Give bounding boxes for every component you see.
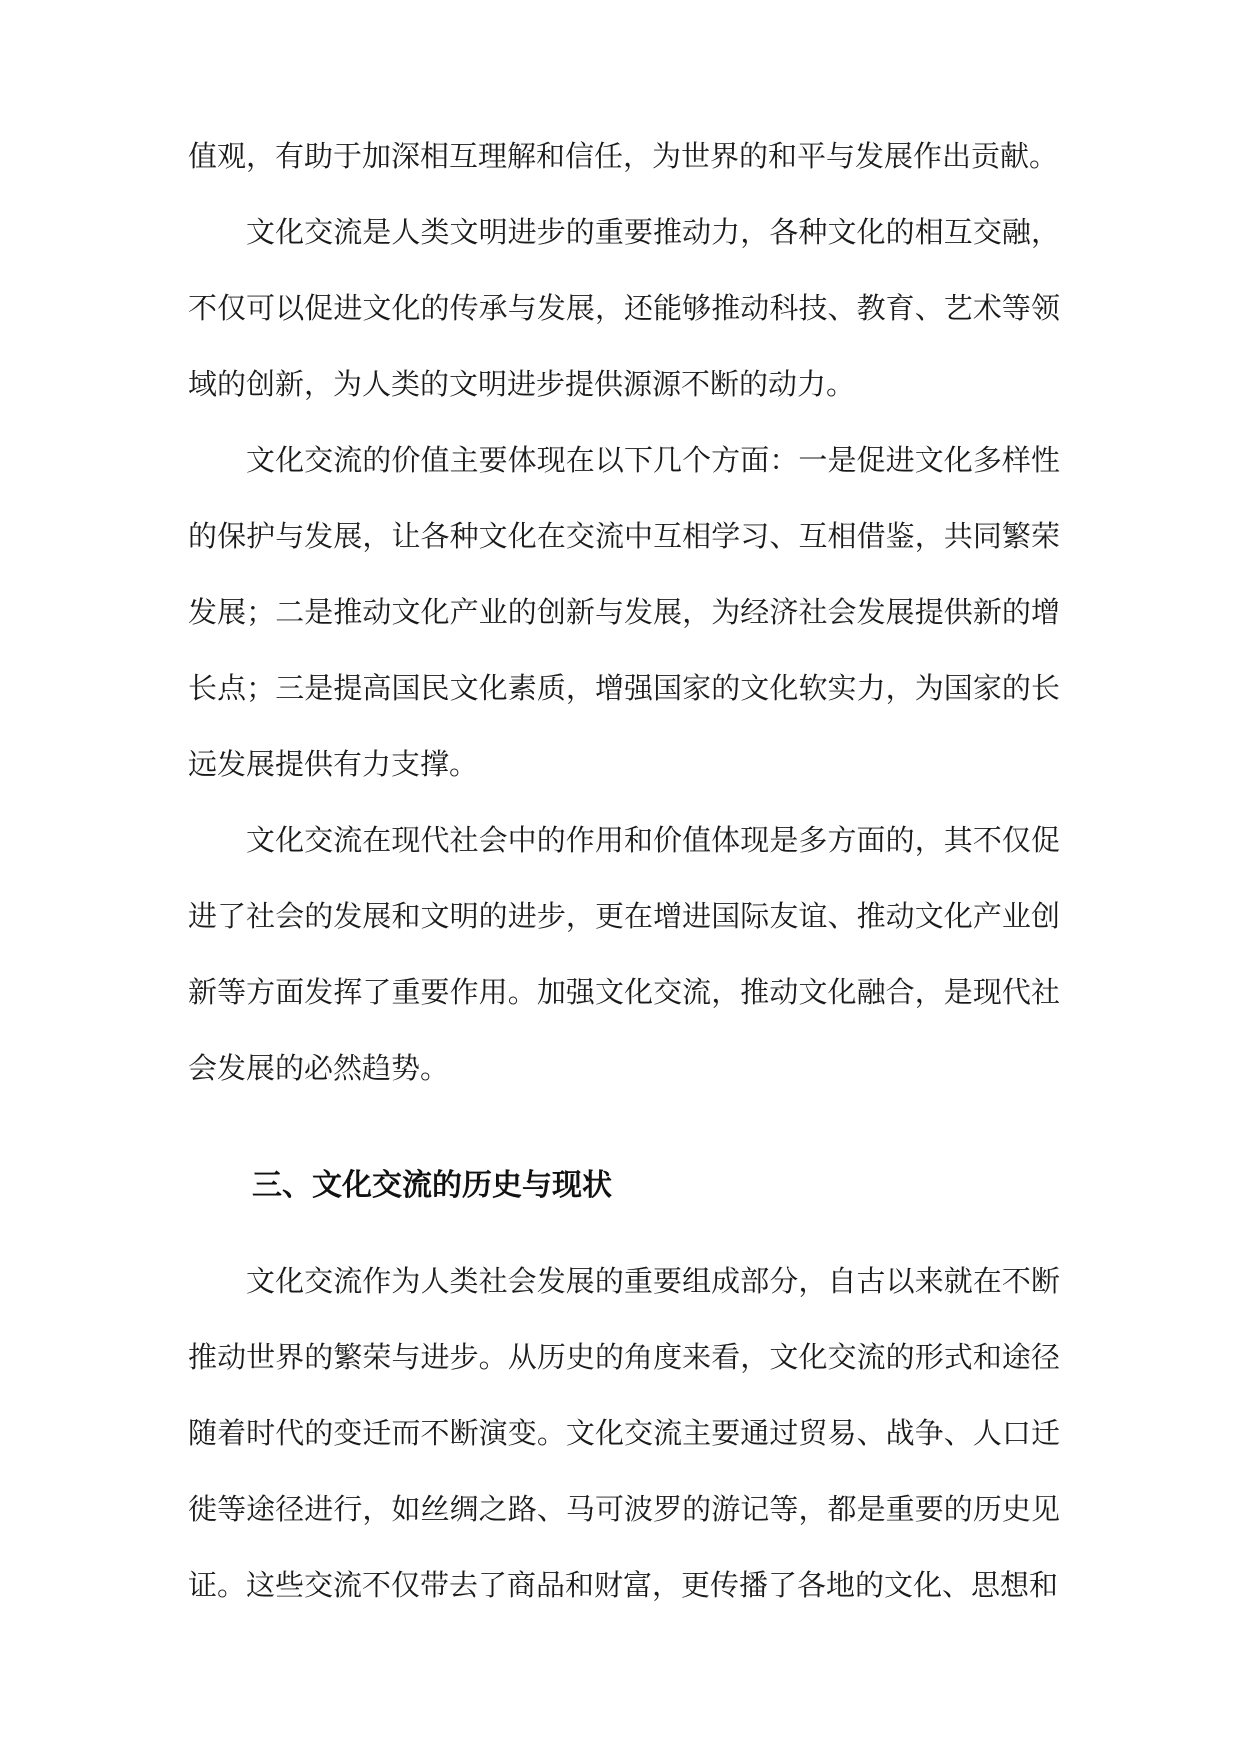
paragraph-cultural-exchange-driver: 文化交流是人类文明进步的重要推动力，各种文化的相互交融，不仅可以促进文化的传承与发展，还能够推动科技、教育、艺术等领域的创新，为人类的文明进步提供源源不断的动力。 — [188, 215, 1060, 401]
body-text-block-2 — [188, 1243, 1060, 1623]
section-heading: 三、文化交流的历史与现状 — [252, 1168, 612, 1203]
body-text-block-1 — [188, 118, 1060, 1106]
paragraph-cultural-exchange-value: 文化交流的价值主要体现在以下几个方面：一是促进文化多样性的保护与发展，让各种文化在交流中互相学习、互相借鉴，共同繁荣发展；二是推动文化产业的创新与发展，为经济社会发展提供新的增长点；三是提高国民文化素质，增强国家的文化软实力，为国家的长远发展提供有力支撑。 — [188, 443, 1060, 781]
paragraph-continuation: 值观，有助于加深相互理解和信任，为世界的和平与发展作出贡献。 — [188, 139, 1059, 173]
paragraph-history-and-status: 文化交流作为人类社会发展的重要组成部分，自古以来就在不断推动世界的繁荣与进步。从历史的角度来看，文化交流的形式和途径随着时代的变迁而不断演变。文化交流主要通过贸易、战争、人口迁徙等途径进行，如丝绸之路、马可波罗的游记等，都是重要的历史见证。这些交流不仅带去了商品和财富，更传播了各地的文化、思想和 — [188, 1264, 1060, 1602]
paragraph-modern-society-role: 文化交流在现代社会中的作用和价值体现是多方面的，其不仅促进了社会的发展和文明的进步，更在增进国际友谊、推动文化产业创新等方面发挥了重要作用。加强文化交流，推动文化融合，是现代社会发展的必然趋势。 — [188, 823, 1060, 1085]
